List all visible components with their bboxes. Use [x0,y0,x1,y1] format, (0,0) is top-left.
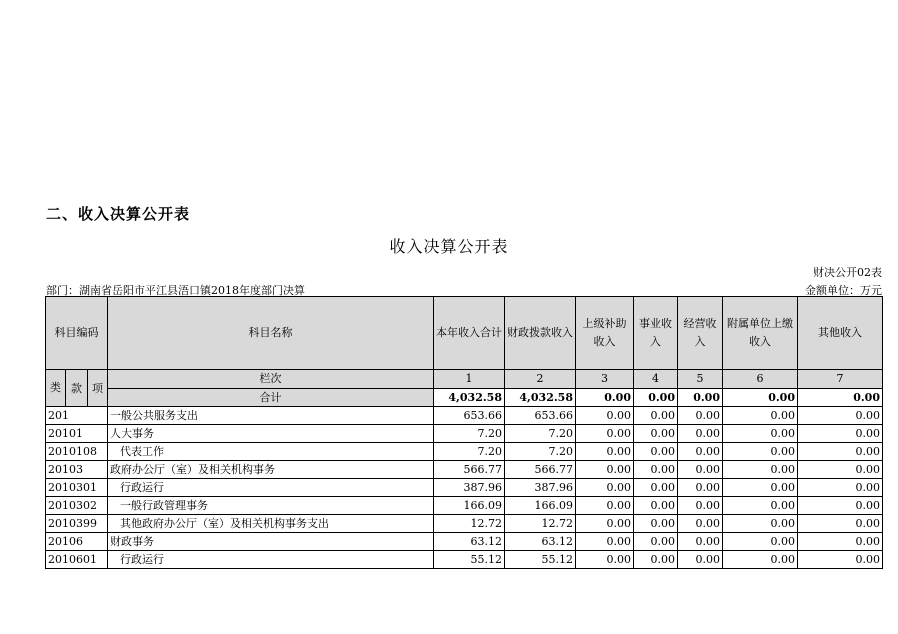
col-number-3: 3 [576,370,634,389]
table-row [46,461,883,479]
amount-v3: 0.00 [576,497,634,515]
lanci-label: 栏次 [108,370,434,389]
header-c7: 其他收入 [798,297,883,370]
unit-label: 金额单位：万元 [805,284,882,297]
amount-v4: 0.00 [634,479,678,497]
amount-v4: 0.00 [634,497,678,515]
total-row [46,388,883,407]
amount-v5: 0.00 [678,443,723,461]
subject-code: 201 [46,407,108,425]
header-code-group: 科目编码 [46,297,108,370]
amount-v1: 7.20 [434,425,505,443]
amount-v1: 55.12 [434,551,505,569]
table-title: 收入决算公开表 [389,237,509,256]
header-c1: 本年收入合计 [434,297,505,370]
table-row [46,533,883,551]
amount-v5: 0.00 [678,407,723,425]
amount-v3: 0.00 [576,479,634,497]
amount-v6: 0.00 [723,461,798,479]
total-v6: 0.00 [723,388,798,407]
subject-name: 代表工作 [108,443,434,461]
table-row [46,425,883,443]
subject-code: 2010108 [46,443,108,461]
amount-v7: 0.00 [798,551,883,569]
subject-code: 2010301 [46,479,108,497]
amount-v3: 0.00 [576,407,634,425]
amount-v4: 0.00 [634,515,678,533]
subject-name: 一般公共服务支出 [108,407,434,425]
total-v7: 0.00 [798,388,883,407]
total-label: 合计 [108,388,434,407]
subject-code: 2010601 [46,551,108,569]
amount-v1: 166.09 [434,497,505,515]
income-table [45,296,883,569]
header-c2: 财政拨款收入 [505,297,576,370]
col-number-4: 4 [634,370,678,389]
table-row [46,497,883,515]
amount-v5: 0.00 [678,461,723,479]
amount-v4: 0.00 [634,533,678,551]
total-v2: 4,032.58 [505,388,576,407]
amount-v6: 0.00 [723,443,798,461]
header-lei: 类 [46,370,66,407]
col-number-6: 6 [723,370,798,389]
amount-v3: 0.00 [576,425,634,443]
subject-code: 2010302 [46,497,108,515]
amount-v6: 0.00 [723,479,798,497]
amount-v7: 0.00 [798,497,883,515]
amount-v7: 0.00 [798,479,883,497]
subject-name: 其他政府办公厅（室）及相关机构事务支出 [108,515,434,533]
amount-v2: 55.12 [505,551,576,569]
amount-v1: 12.72 [434,515,505,533]
subject-name: 人大事务 [108,425,434,443]
total-v4: 0.00 [634,388,678,407]
amount-v5: 0.00 [678,479,723,497]
amount-v6: 0.00 [723,407,798,425]
column-number-row [46,370,883,389]
amount-v6: 0.00 [723,425,798,443]
header-c3: 上级补助收入 [576,297,634,370]
amount-v6: 0.00 [723,551,798,569]
subject-name: 行政运行 [108,479,434,497]
amount-v2: 12.72 [505,515,576,533]
amount-v3: 0.00 [576,551,634,569]
amount-v2: 653.66 [505,407,576,425]
amount-v2: 166.09 [505,497,576,515]
header-row [46,297,883,370]
amount-v1: 7.20 [434,443,505,461]
amount-v7: 0.00 [798,425,883,443]
table-row [46,443,883,461]
amount-v7: 0.00 [798,461,883,479]
table-row [46,551,883,569]
amount-v4: 0.00 [634,551,678,569]
amount-v3: 0.00 [576,533,634,551]
header-kuan: 款 [66,370,88,407]
header-c5: 经营收入 [678,297,723,370]
amount-v4: 0.00 [634,443,678,461]
total-v5: 0.00 [678,388,723,407]
amount-v2: 7.20 [505,425,576,443]
col-number-7: 7 [798,370,883,389]
total-v3: 0.00 [576,388,634,407]
amount-v1: 566.77 [434,461,505,479]
amount-v2: 566.77 [505,461,576,479]
amount-v1: 653.66 [434,407,505,425]
amount-v2: 7.20 [505,443,576,461]
subject-name: 政府办公厅（室）及相关机构事务 [108,461,434,479]
amount-v5: 0.00 [678,515,723,533]
amount-v4: 0.00 [634,425,678,443]
amount-v1: 387.96 [434,479,505,497]
col-number-1: 1 [434,370,505,389]
amount-v3: 0.00 [576,515,634,533]
amount-v3: 0.00 [576,461,634,479]
table-row [46,515,883,533]
amount-v6: 0.00 [723,497,798,515]
header-c4: 事业收入 [634,297,678,370]
table-row [46,407,883,425]
col-number-5: 5 [678,370,723,389]
amount-v7: 0.00 [798,443,883,461]
subject-code: 2010399 [46,515,108,533]
amount-v7: 0.00 [798,515,883,533]
subject-code: 20106 [46,533,108,551]
amount-v5: 0.00 [678,497,723,515]
department-label: 部门：湖南省岳阳市平江县浯口镇2018年度部门决算 [46,284,305,297]
subject-name: 财政事务 [108,533,434,551]
total-v1: 4,032.58 [434,388,505,407]
amount-v6: 0.00 [723,533,798,551]
amount-v6: 0.00 [723,515,798,533]
header-xiang: 项 [88,370,108,407]
amount-v5: 0.00 [678,551,723,569]
amount-v2: 63.12 [505,533,576,551]
amount-v5: 0.00 [678,425,723,443]
col-number-2: 2 [505,370,576,389]
amount-v7: 0.00 [798,533,883,551]
subject-code: 20101 [46,425,108,443]
section-title: 二、收入决算公开表 [46,205,191,223]
amount-v4: 0.00 [634,407,678,425]
subject-name: 行政运行 [108,551,434,569]
amount-v2: 387.96 [505,479,576,497]
header-name: 科目名称 [108,297,434,370]
amount-v5: 0.00 [678,533,723,551]
amount-v3: 0.00 [576,443,634,461]
amount-v4: 0.00 [634,461,678,479]
subject-name: 一般行政管理事务 [108,497,434,515]
amount-v1: 63.12 [434,533,505,551]
table-row [46,479,883,497]
header-c6: 附属单位上缴收入 [723,297,798,370]
form-code: 财决公开02表 [813,266,882,279]
amount-v7: 0.00 [798,407,883,425]
subject-code: 20103 [46,461,108,479]
